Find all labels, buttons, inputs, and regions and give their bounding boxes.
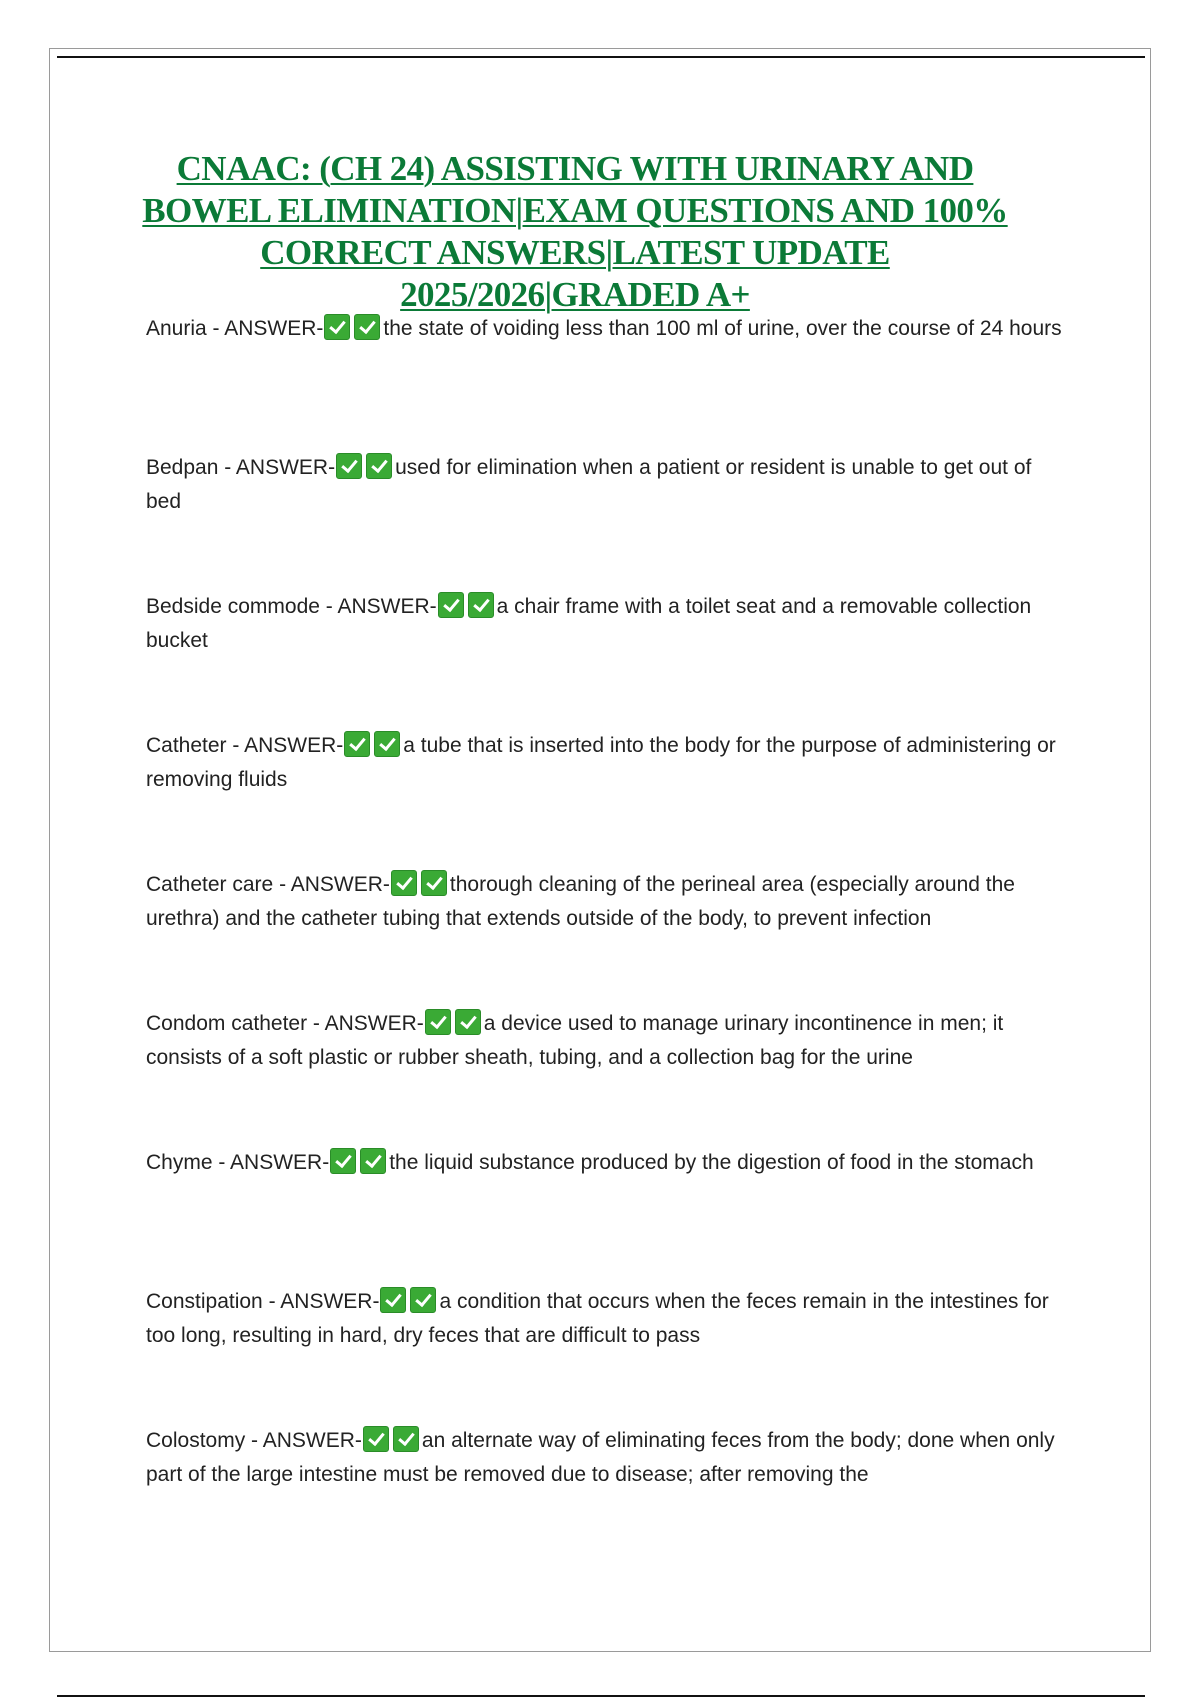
check-mark-icon [438, 592, 464, 618]
entry-definition: a device used to manage urinary incontinence in men; it consists of a soft plastic or rubber sheath, tubing, and a collection bag for the urine [146, 1012, 1004, 1069]
entry-term: Catheter care [146, 873, 274, 896]
entry-definition: an alternate way of eliminating feces from the body; done when only part of the large intestine must be removed due to disease; after removing the [146, 1429, 1055, 1486]
entry-definition: used for elimination when a patient or resident is unable to get out of bed [146, 456, 1032, 513]
entry-definition: thorough cleaning of the perineal area (especially around the urethra) and the catheter tubing that extends outside of the body, to prevent infection [146, 873, 1015, 930]
list-item: Bedside commode - ANSWER- a chair frame with a toilet seat and a removable collection bucket [146, 590, 1066, 729]
check-mark-icon [363, 1426, 389, 1452]
answer-label: ANSWER- [244, 734, 344, 757]
list-item: Bedpan - ANSWER- used for elimination when a patient or resident is unable to get out of bed [146, 451, 1066, 590]
answer-label: ANSWER- [290, 873, 390, 896]
check-mark-icon [393, 1426, 419, 1452]
answer-label: ANSWER- [280, 1290, 380, 1313]
document-title: CNAAC: (CH 24) ASSISTING WITH URINARY AND BOWEL ELIMINATION|EXAM QUESTIONS AND 100% CORRECT ANSWERS|LATEST UPDATE 2025/2026|GRADED A+ [142, 149, 1008, 314]
bottom-rule [57, 1695, 1145, 1697]
answer-label: ANSWER- [235, 456, 336, 479]
entry-definition: the state of voiding less than 100 ml of urine, over the course of 24 hours [383, 317, 1062, 340]
check-mark-icon [425, 1009, 451, 1035]
check-mark-icon [468, 592, 494, 618]
top-rule [57, 56, 1145, 58]
entry-term: Bedpan [146, 456, 219, 479]
check-mark-icon [354, 314, 380, 340]
list-item: Catheter - ANSWER- a tube that is inserted into the body for the purpose of administering or removing fluids [146, 729, 1066, 868]
list-item: Catheter care - ANSWER- thorough cleaning of the perineal area (especially around the urethra) and the catheter tubing that extends outside of the body, to prevent infection [146, 868, 1066, 1007]
check-mark-icon [410, 1287, 436, 1313]
check-mark-icon [330, 1148, 356, 1174]
entry-list [146, 312, 1066, 1563]
entry-definition: a condition that occurs when the feces remain in the intestines for too long, resulting in hard, dry feces that are difficult to pass [146, 1290, 1049, 1347]
check-mark-icon [336, 453, 362, 479]
entry-term: Condom catheter [146, 1012, 308, 1035]
list-item: Chyme - ANSWER- the liquid substance produced by the digestion of food in the stomach [146, 1146, 1066, 1285]
answer-label: ANSWER- [224, 317, 324, 340]
entry-term: Catheter [146, 734, 227, 757]
check-mark-icon [366, 453, 392, 479]
entry-term: Colostomy [146, 1429, 246, 1452]
entry-term: Anuria [146, 317, 207, 340]
list-item: Condom catheter - ANSWER- a device used to manage urinary incontinence in men; it consists of a soft plastic or rubber sheath, tubing, and a collection bag for the urine [146, 1007, 1066, 1146]
check-mark-icon [374, 731, 400, 757]
answer-label: ANSWER- [337, 595, 437, 618]
check-mark-icon [344, 731, 370, 757]
answer-label: ANSWER- [230, 1151, 330, 1174]
check-mark-icon [324, 314, 350, 340]
entry-term: Constipation [146, 1290, 263, 1313]
entry-term: Bedside commode [146, 595, 320, 618]
check-mark-icon [421, 870, 447, 896]
entry-definition: a tube that is inserted into the body for the purpose of administering or removing fluids [146, 734, 1056, 791]
list-item: Constipation - ANSWER- a condition that occurs when the feces remain in the intestines for too long, resulting in hard, dry feces that are difficult to pass [146, 1285, 1066, 1424]
check-mark-icon [391, 870, 417, 896]
check-mark-icon [455, 1009, 481, 1035]
check-mark-icon [360, 1148, 386, 1174]
answer-label: ANSWER- [262, 1429, 362, 1452]
entry-definition: the liquid substance produced by the digestion of food in the stomach [389, 1151, 1034, 1174]
check-mark-icon [380, 1287, 406, 1313]
list-item: Colostomy - ANSWER- an alternate way of eliminating feces from the body; done when only part of the large intestine must be removed due to disease; after removing the [146, 1424, 1066, 1563]
entry-definition: a chair frame with a toilet seat and a removable collection bucket [146, 595, 1032, 652]
answer-label: ANSWER- [324, 1012, 424, 1035]
list-item: Anuria - ANSWER- the state of voiding less than 100 ml of urine, over the course of 24 hours [146, 312, 1066, 451]
entry-term: Chyme [146, 1151, 213, 1174]
